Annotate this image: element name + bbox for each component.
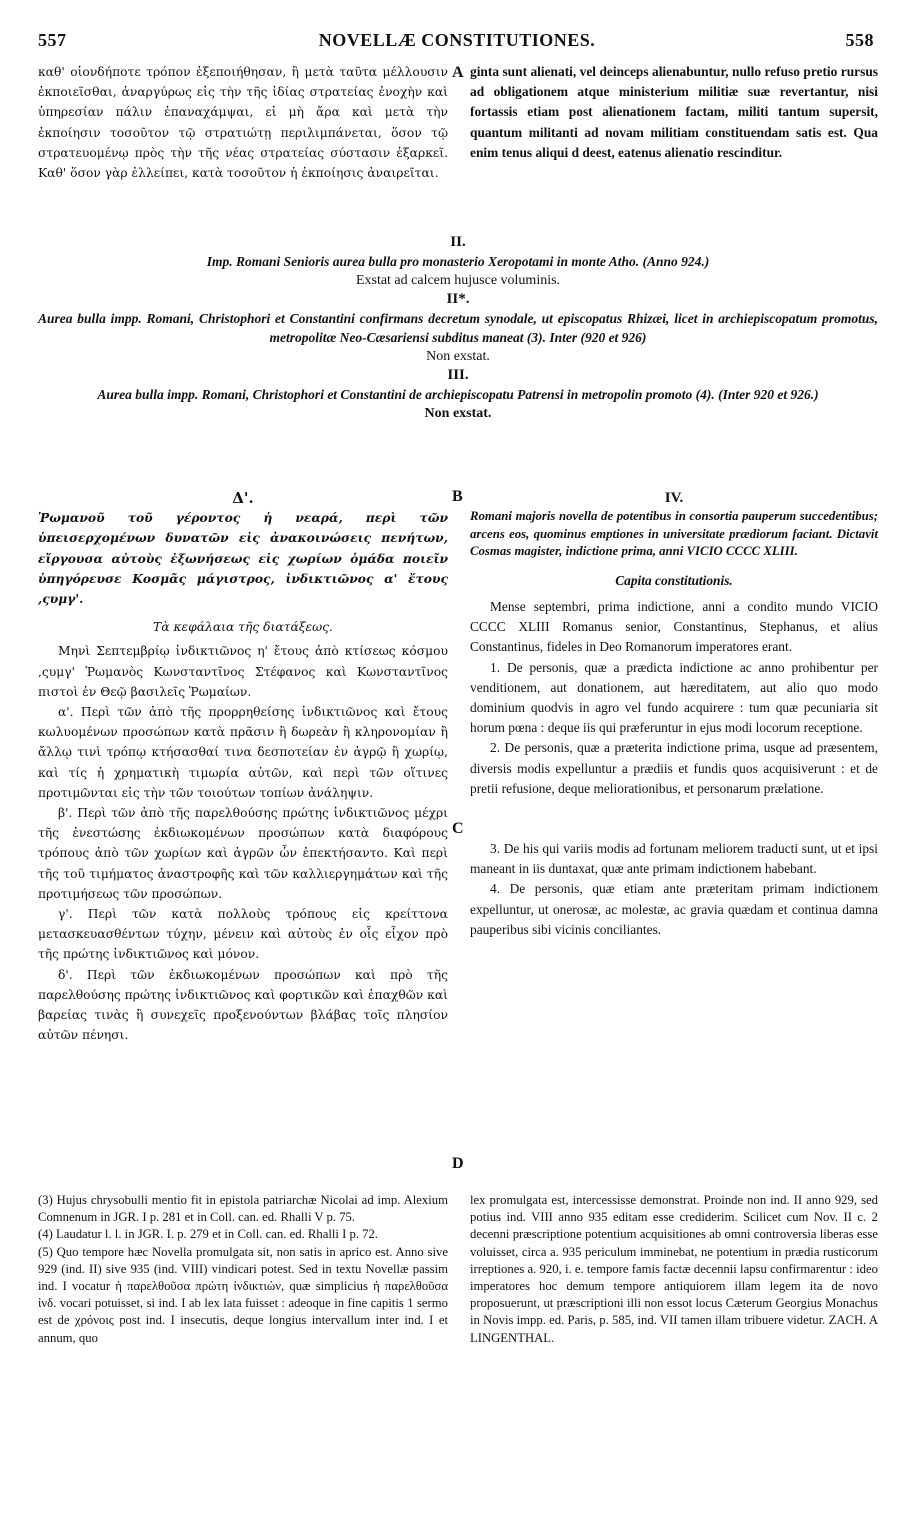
greek-para-3: β'. Περὶ τῶν ἀπὸ τῆς παρελθούσης πρώτης ἰνδικτιῶνος μέχρι τῆς ἐνεστώσης ἐκδιωκομένων προσώπων κατὰ διαφόρους τρόπους ἀπὸ τῶν χωρίων καὶ ἀγρῶν ὧν ἐπεκτήσαντο. Καὶ περὶ τῆς τοῦ τιμήματος ἀναστροφῆς καὶ τῶν καλλιεργημάτων καὶ τῆς προτιμήσεως τῶν προσώπων. (38, 806, 448, 901)
footnotes-right (470, 1192, 878, 1347)
greek-capita: Τὰ κεφάλαια τῆς διατάξεως. (153, 620, 333, 635)
latin-para-3: 2. De personis, quæ a præterita indictione prima, usque ad præsentem, diversis modis expelluntur a prædiis et fundis quos acquisiverunt : et de pretii refusione, deque meliorationibus, et personarum prælatione. (470, 740, 878, 796)
footnote-5: (5) Quo tempore hæc Novella promulgata sit, non satis in aprico est. Anno sive 929 (ind. II) sive 935 (ind. VIII) vindicari potest. Sed in textu Novellæ passim ind. I vocatur ἡ παρελθοῦσα πρώτη ἰνδικτιών, quæ simplicius ἡ παρελθοῦσα ἰνδ. vocari potuisset, si ind. I ab lex lata fuisset : adeoque in fine capitis 1 sermo est de χρόνοις post ind. I insecutis, deque longius intervallum inter ind. I et annum, quo (38, 1244, 448, 1345)
section-ii (38, 233, 878, 423)
latin-capita: Capita constitutionis. (615, 572, 733, 588)
footnote-4: (4) Laudatur l. l. in JGR. I. p. 279 et in Coll. can. ed. Rhalli I p. 72. (38, 1227, 379, 1242)
left-page-number: 557 (38, 30, 67, 50)
section-iib-note: Non exstat. (426, 349, 490, 364)
right-page-number: 558 (845, 30, 874, 50)
section-iib-title: Aurea bulla impp. Romani, Christophori et Constantini confirmans decretum synodale, ut episcopatus Rhizæi, licet in archiepiscopatum promotus, metropolitæ Neo-Cæsariensi subditus maneat (3). Inter (920 et 926) (38, 311, 878, 345)
margin-letter-c: C (452, 820, 464, 837)
latin-para-2: 1. De personis, quæ a prædicta indictione ac anno prohibentur per venditionem, aut donationem, aut hæreditatem, aut alio quo modo dominium quodvis in agro vel fundo acquirere : tum quæ pecuniaria sit horum pœna : deque iis qui præferuntur in ejus modi locorum receptione. (470, 659, 878, 736)
greek-title: Ῥωμανοῦ τοῦ γέροντος ἡ νεαρά, περὶ τῶν ὑπεισερχομένων δυνατῶν εἰς ἀνακοινώσεις πενήτων, εἴργουσα αὐτοὺς ἐξωνήσεως εἰς χωρίων ὁμάδα ποιεῖν ὑπηγόρευσε Κοσμᾶς μάγιστρος, ἰνδικτιῶνος α' ἔτους ,ςυμγ'. (38, 510, 448, 607)
footnote-3: (3) Hujus chrysobulli mentio fit in epistola patriarchæ Nicolai ad imp. Alexium Comnenum in JGR. I p. 281 et in Coll. can. ed. Rhalli V p. 75. (38, 1193, 448, 1225)
section-iib-number: II*. (446, 291, 470, 307)
greek-heading: Δ'. (232, 489, 254, 507)
section-iii-title: Aurea bulla impp. Romani, Christophori et Constantini de archiepiscopatu Patrensi in metropolin promoto (4). (Inter 920 et 926.) (97, 387, 819, 402)
margin-letter-d: D (452, 1155, 464, 1172)
latin-para-5: 4. De personis, quæ etiam ante præteritam primam indictionem expelluntur, ut onerosæ, ac molestæ, ac gravia quædam et continua damna pauperibus sibi vicinis conciliantes. (470, 881, 878, 937)
greek-para-5: δ'. Περὶ τῶν ἐκδιωκομένων προσώπων καὶ πρὸ τῆς παρελθούσης πρώτης ἰνδικτιῶνος καὶ φορτικῶν καὶ ἐπαχθῶν καὶ βαρείας τινὰς ἢ συνεχεῖς προξενούντων βλάβας τοῖς πλησίον αὐτῶν πένησι. (38, 967, 448, 1043)
section-ii-title: Imp. Romani Senioris aurea bulla pro monasterio Xeropotami in monte Atho. (Anno 924.) (206, 254, 710, 269)
section-ii-number: II. (450, 234, 466, 250)
margin-letter-a: A (452, 64, 464, 81)
latin-para-1: Mense septembri, prima indictione, anni a condito mundo VICIO CCCC XLIII Romanus senior, Constantinus, Stephanus, et alius Constantinus, fideles in Deo Romanorum imperatores erant. (470, 598, 878, 655)
greek-column (38, 488, 448, 1045)
margin-letter-b: B (452, 488, 463, 505)
latin-column (470, 488, 878, 940)
greek-para-4: γ'. Περὶ τῶν κατὰ πολλοὺς τρόπους εἰς κρείττονα μετασκευασθέντων τύχην, μένειν καὶ αὐτοὺς ἐν οἷς εἶχον πρὸ τῆς πρώτης ἰνδικτιῶνος καὶ μόνον. (38, 907, 448, 962)
footnote-5-continued-text: lex promulgata est, intercessisse demonstrat. Proinde non ind. II anno 929, sed potius ind. VIII anno 935 editam esse crediderim. Scilicet cum Nov. II c. 2 decenni præscriptione potentium acquisitiones ab omni controversia liberas esse voluisset, circa a. 935 periculum imminebat, ne potentium in prædia rusticorum irreptiones a. 920, i. e. tempore famis factæ decennii lapsu confirmarentur : ideo imperatores hoc demum tempore antiquiorem illam legem ita de novo proposuerunt, ut præscriptioni illi non essot locus Cæterum Georgius Monachus in Novis impp. ed. Paris, p. 585, ind. VII tamen illam tribuere videtur. (470, 1193, 878, 1328)
greek-para-1: Μηνὶ Σεπτεμβρίῳ ἰνδικτιῶνος η' ἔτους ἀπὸ κτίσεως κόσμου ,ςυμγ' Ῥωμανὸς Κωνσταντῖνος Στέφανος καὶ Κωνσταντῖνος πιστοὶ ἐν Θεῷ βασιλεῖς Ῥωμαίων. (38, 644, 448, 699)
latin-heading: IV. (664, 490, 684, 506)
latin-title: Romani majoris novella de potentibus in consortia pauperum succedentibus; arcens eos, quominus emptiones in universitate prædiorum faciant. Dictavit Cosmas magister, indictione prima, anni VICIO CCCC XLIII. (470, 509, 878, 559)
footnote-5-continued (470, 1192, 878, 1347)
top-greek-text: καθ' οἱονδήποτε τρόπον ἐξεποιήθησαν, ἢ μετὰ ταῦτα μέλλουσιν ἐκποιεῖσθαι, ἀναργύρως εἰς τὴν τῆς ἰδίας στρατείας ἐνοχὴν καὶ ὑπηρεσίαν πάλιν ἐπαναχάμψαι, εἰ μὴ ἄρα καὶ μετὰ τὴν ἐκποίησιν τοσοῦτον τῷ στρατιώτῃ περιλιμπάνεται, ὅσον τῷ στρατευομένῳ πρὸς τὴν τῆς νέας στρατείας σύστασιν ἐξαρκεῖ. Καθ' ὅσον γὰρ ἐλλείπει, κατὰ τοσοῦτον ἡ ἐκποίησις ἀναιρεῖται. (38, 65, 448, 181)
greek-para-2: α'. Περὶ τῶν ἀπὸ τῆς προρρηθείσης ἰνδικτιῶνος καὶ ἔτους κωλυομένων προσώπων κατὰ πρᾶσιν ἢ δωρεὰν ἢ κληρονομίαν ἢ ἄλλῳ τινὶ τρόπῳ κτήσασθαί τινα δεσποτείαν ἐν ἀγρῷ ἢ χωρίῳ, καὶ τίς ἡ χρηματικὴ τιμωρία αὐτῶν, καὶ περὶ τῶν οἵτινες προτιμῶνται εἰς τὴν τῶν τοιούτων τοπίων ἀνάληψιν. (38, 705, 448, 800)
section-iii-note: Non exstat. (424, 406, 492, 421)
running-title: NOVELLÆ CONSTITUTIONES. (318, 30, 596, 50)
latin-para-4: 3. De his qui variis modis ad fortunam meliorem traducti sunt, ut et ipsi maneant in iis duntaxat, quæ ante primam indictionem habebant. (470, 840, 878, 877)
section-iii-number: III. (447, 367, 469, 383)
section-ii-note: Exstat ad calcem hujusce voluminis. (355, 273, 561, 288)
footnotes-left (38, 1192, 448, 1347)
footnote-signature: ZACH. A LINGENTHAL. (470, 1313, 878, 1345)
top-latin-text: ginta sunt alienati, vel deinceps alienabuntur, nullo refuso pretio rursus ad obligationem atque ministerium militiæ suæ revertantur, nisi fortassis etiam post alienationem factam, militi tantum supersit, quantum militanti ad novam militiam constituendam satis est. Qua enim tenus aliqui d deest, eatenus alienatio rescinditur. (470, 64, 878, 160)
